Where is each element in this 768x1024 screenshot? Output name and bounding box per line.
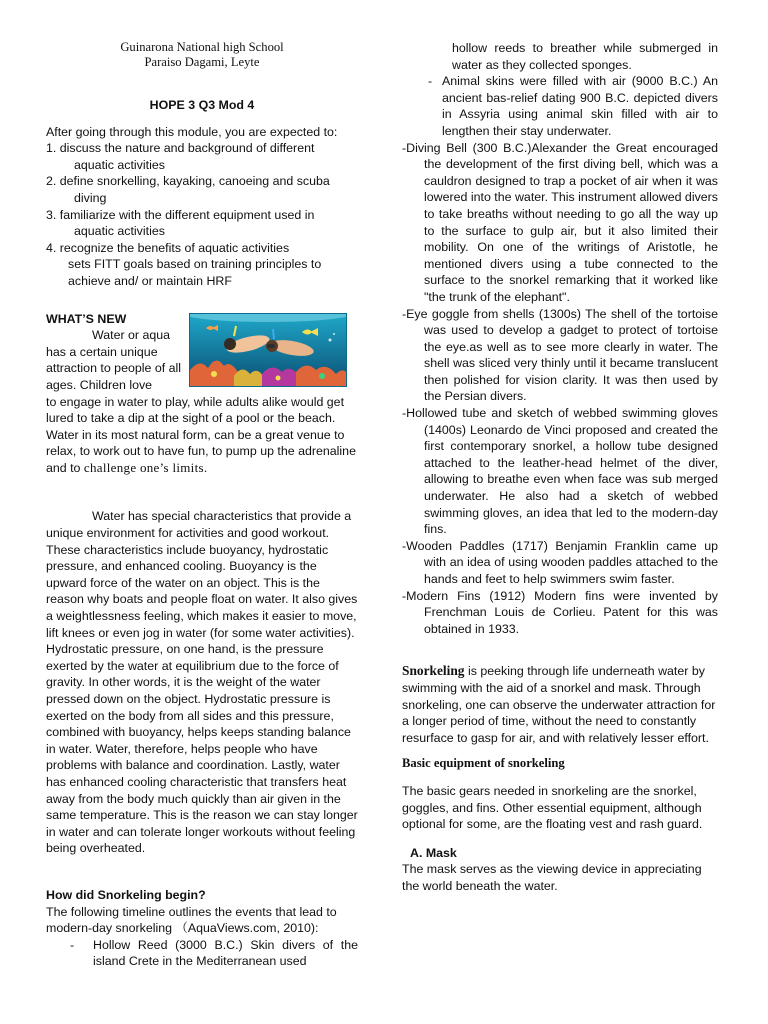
- objective-item: 3. familiarize with the different equipment used in aquatic activities: [46, 207, 315, 239]
- school-name: Guinarona National high School: [120, 40, 284, 54]
- history-heading: How did Snorkeling begin?: [46, 887, 206, 902]
- right-column: [402, 40, 718, 895]
- equipment-text: The basic gears needed in snorkeling are the snorkel, goggles, and fins. Other essential equipment, although optional for some, are the floating vest and rash guard.: [402, 783, 703, 832]
- whats-new-paragraph-2: Water has special characteristics that provide a unique environment for activities and good workout. These characteristics include buoyancy, hydrostatic pressure, and enhanced cooling. Buoyancy is the upward force of the water on an object. This is the reason why boats and people float on water. It also gives a weightlessness feeling, which makes it easier to move, lift knees or even jog in water (for some water activities). Hydrostatic pressure, on one hand, is the pressure exerted by the water at equilibrium due to the force of gravity. In other words, it is the weight of the water pressed down on the object. Hydrostatic pressure is exerted on the body from all sides and this pressure, combined with buoyancy, helps keeps standing balance in water. Water, therefore, helps people who have problems with balance and coordination. Lastly, water has enhanced cooling characteristic that transfers heat away from the body much quickly than air given in the same temperature. This is the reason we can stay longer in water and can tolerate longer workouts without feeling being overheated.: [46, 509, 358, 856]
- whats-new-heading: WHAT’S NEW: [46, 311, 127, 326]
- snorkeling-term: Snorkeling: [402, 663, 465, 679]
- mask-heading: A. Mask: [410, 845, 457, 860]
- timeline-item: - Hollow Reed (3000 B.C.) Skin divers of the island Crete in the Mediterranean used: [70, 937, 358, 969]
- objective-item: 2. define snorkelling, kayaking, canoeing and scuba diving: [46, 174, 330, 205]
- objectives-intro: After going through this module, you are expected to:: [46, 124, 338, 139]
- snorkeling-definition: Snorkeling is peeking through life underneath water by swimming with the aid of a snorkel and mask. Through snorkeling, one can observe the underwater attraction for a longer period of time, without the need to constantly resurface to gasp for air, and with relatively lesser effort.: [402, 663, 716, 745]
- equipment-heading: Basic equipment of snorkeling: [402, 756, 565, 771]
- history-entry-hollowed-tube: -Hollowed tube and sketch of webbed swimming gloves (1400s) Leonardo de Vinci proposed and created the first contemporary snorkel, a hollow tube designed attached to the leather-head helmet of the diver, allowing to breathe even when face was sub merged underwater. He also had a sketch of webbed swimming gloves, an idea that led to the modern-day fins.: [402, 406, 718, 537]
- mask-text: The mask serves as the viewing device in appreciating the world beneath the water.: [402, 862, 702, 893]
- history-intro: The following timeline outlines the events that lead to modern-day snorkeling （AquaViews.com, 2010):: [46, 904, 337, 936]
- history-entry-wooden-paddles: -Wooden Paddles (1717) Benjamin Franklin came up with an idea of using wooden paddles attached to the hands and feet to help swimmers swim faster.: [402, 538, 718, 586]
- whats-new-section: [46, 311, 358, 857]
- timeline-continuation: hollow reeds to breather while submerged in water as they collected sponges.: [452, 41, 718, 72]
- snorkeling-photo: [189, 313, 347, 387]
- timeline-left: [46, 937, 358, 970]
- whats-new-paragraph-1a: Water or aqua has a certain unique attraction to people of all ages. Children love: [46, 328, 182, 392]
- module-title: HOPE 3 Q3 Mod 4: [149, 98, 255, 112]
- left-column: [46, 40, 358, 970]
- objectives-list: [46, 140, 358, 289]
- history-entry-modern-fins: -Modern Fins (1912) Modern fins were invented by Frenchman Louis de Corlieu. Patent for this was obtained in 1933.: [402, 588, 718, 636]
- history-entry-diving-bell: -Diving Bell (300 B.C.)Alexander the Great encouraged the development of the first diving bell, which was a cauldron designed to trap a pocket of air when it was lowered into the water. This instrument allowed divers to take breaths without needing to go all the way up to the surface to gulp air, but it also limited their mobility. On one of the writings of Aristotle, he mentioned divers using a tube connected to the surface to the snorkel remarking that it worked like "the trunk of the elephant".: [402, 140, 718, 304]
- objective-item: 1. discuss the nature and background of different aquatic activities: [46, 141, 315, 172]
- timeline-item: - Animal skins were filled with air (9000 B.C.) An ancient bas-relief dating 900 B.C. depicted divers in Assyria using animal skin filled with air to lengthen their stay underwater.: [428, 74, 718, 138]
- objectives: [46, 124, 358, 290]
- objective-item: 4. recognize the benefits of aquatic activities sets FITT goals based on training principles to achieve and/ or maintain HRF: [46, 240, 322, 288]
- school-address: Paraiso Dagami, Leyte: [144, 55, 260, 69]
- history-entry-eye-goggle: -Eye goggle from shells (1300s) The shell of the tortoise was used to develop a gadget to protect of tortoise the eye.as well as to see more clearly in water. The shell was sliced very thinly until it became translucent then polished for vision clarity. It was then used by the Persian divers.: [402, 306, 718, 404]
- timeline-right: [402, 73, 718, 139]
- whats-new-paragraph-1b: to engage in water to play, while adults alike would get lured to take a dip at the sight of a pool or the beach. Water in its most natural form, can be a great venue to relax, to work out to have fun, to pump up the adrenaline and to challenge one’s limits.: [46, 394, 356, 475]
